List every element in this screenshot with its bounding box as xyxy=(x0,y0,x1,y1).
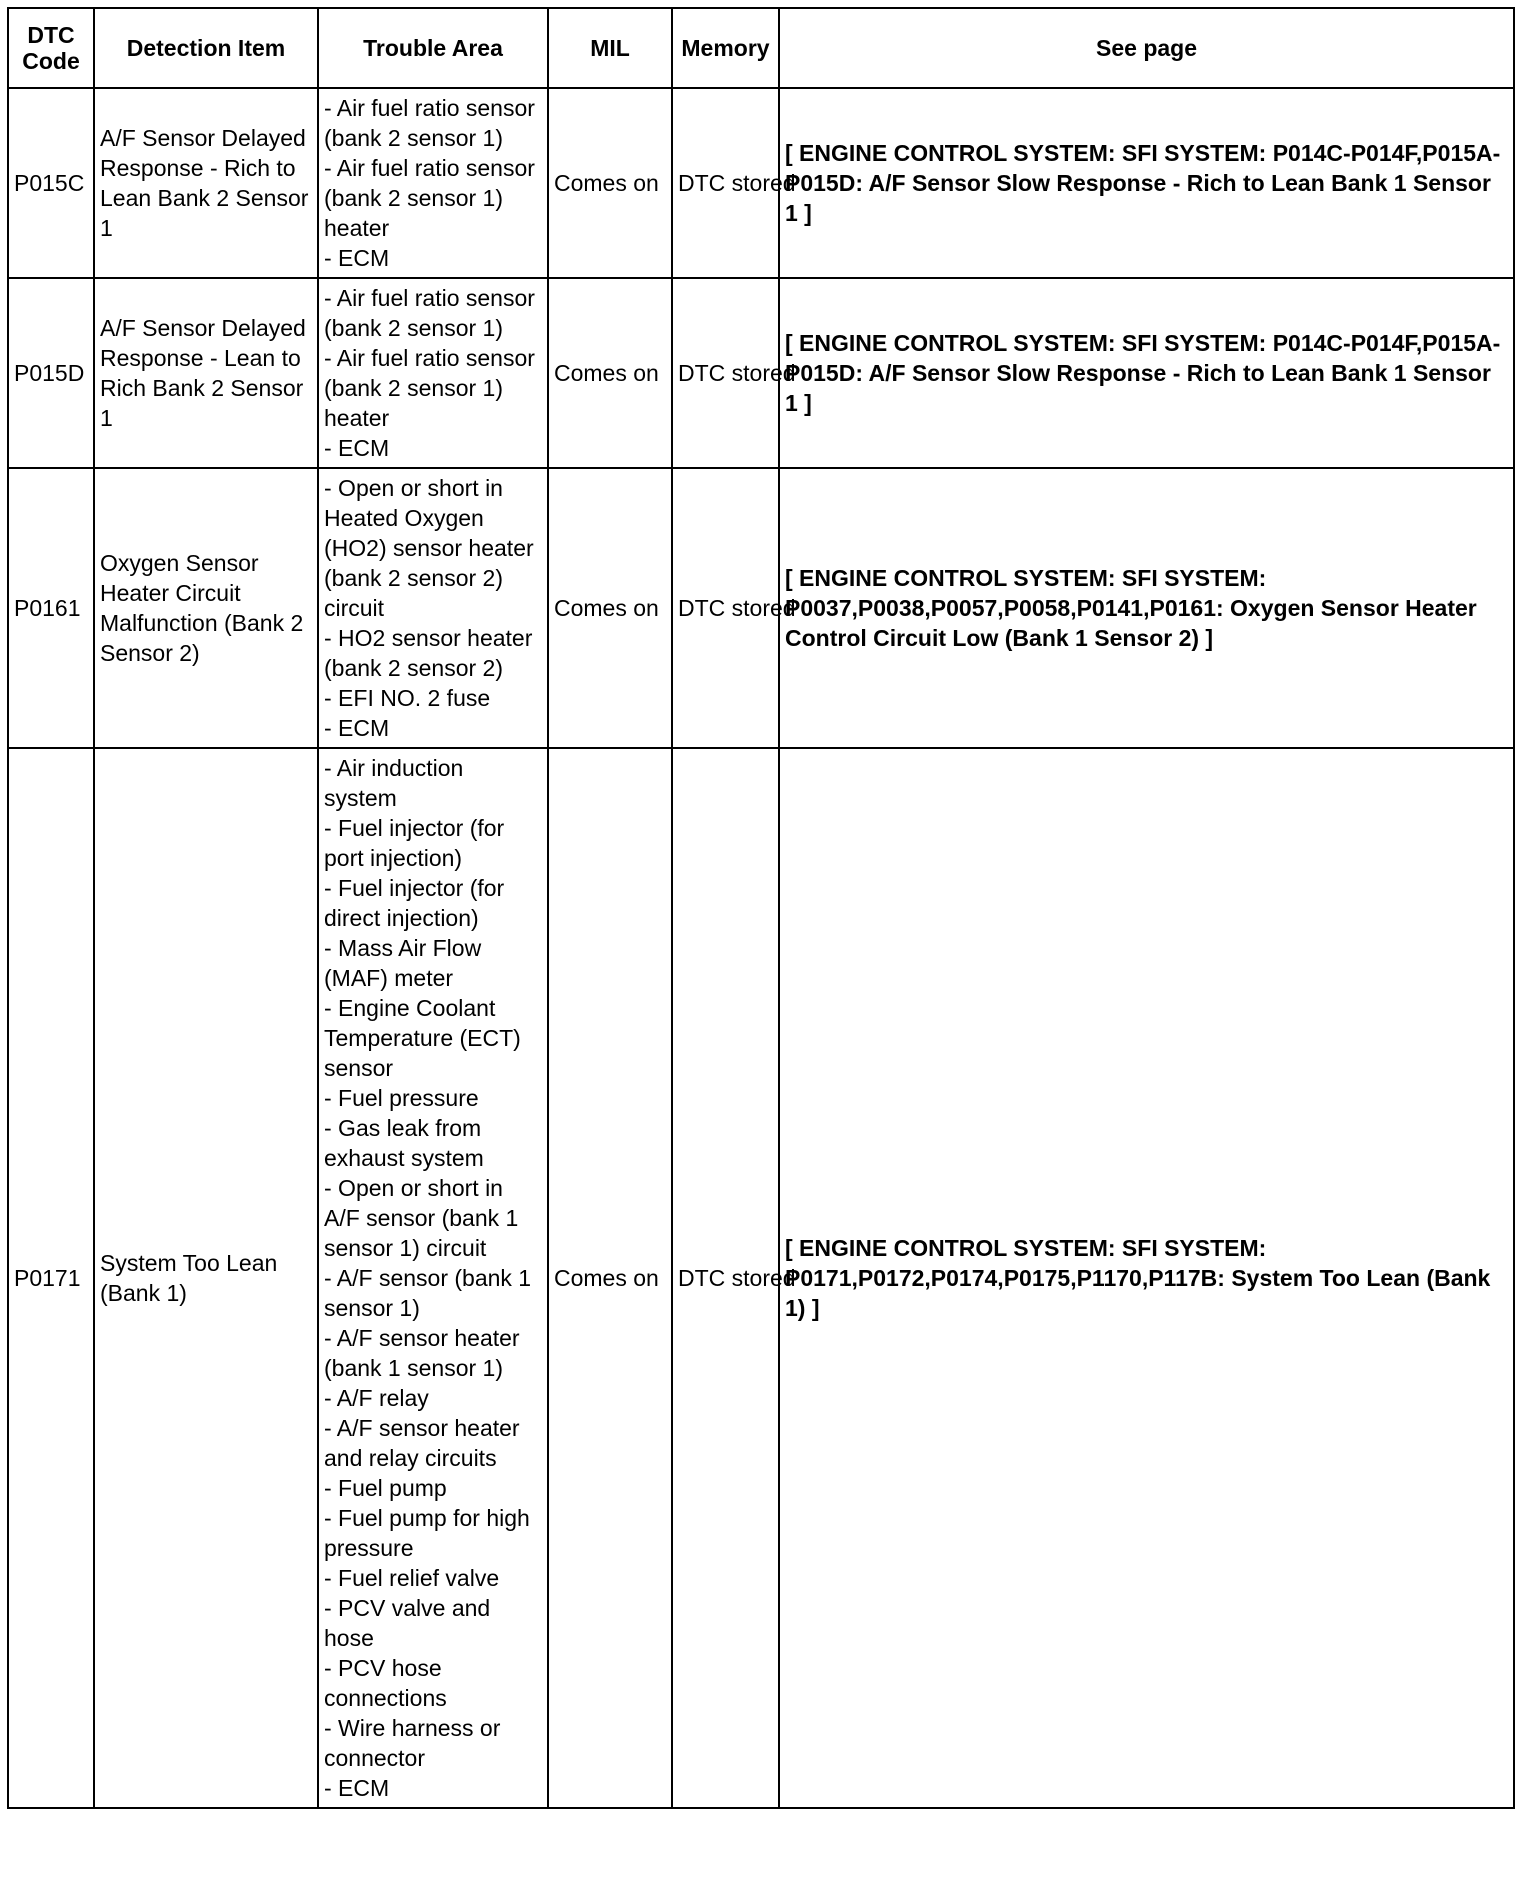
memory-cell: DTC stored xyxy=(672,88,779,278)
table-row xyxy=(8,278,1514,468)
dtc-code-cell: P0171 xyxy=(8,748,94,1808)
trouble-area-item: - A/F relay xyxy=(324,1385,429,1411)
detection-item-cell: A/F Sensor Delayed Response - Lean to Rich Bank 2 Sensor 1 xyxy=(94,278,318,468)
trouble-area-item: - Fuel relief valve xyxy=(324,1565,500,1591)
see-page-reference: [ ENGINE CONTROL SYSTEM: SFI SYSTEM: P014C-P014F,P015A-P015D: A/F Sensor Slow Response - Rich to Lean Bank 1 Sensor 1 ] xyxy=(779,278,1514,468)
trouble-area-cell xyxy=(318,748,548,1808)
trouble-area-item: - Fuel pump xyxy=(324,1475,447,1501)
table-row xyxy=(8,88,1514,278)
trouble-area-item: - HO2 sensor heater (bank 2 sensor 2) xyxy=(324,625,533,681)
trouble-area-item: - Wire harness or connector xyxy=(324,1715,501,1771)
memory-cell: DTC stored xyxy=(672,278,779,468)
trouble-area-item: - A/F sensor (bank 1 sensor 1) xyxy=(324,1265,532,1321)
trouble-area-item: - Air fuel ratio sensor (bank 2 sensor 1) xyxy=(324,285,535,341)
see-page-reference: [ ENGINE CONTROL SYSTEM: SFI SYSTEM: P0037,P0038,P0057,P0058,P0141,P0161: Oxygen Sensor Heater Control Circuit Low (Bank 1 Sensor 2) ] xyxy=(779,468,1514,748)
memory-cell: DTC stored xyxy=(672,468,779,748)
trouble-area-item: - ECM xyxy=(324,245,390,271)
trouble-area-item: - Fuel injector (for port injection) xyxy=(324,815,505,871)
trouble-area-item: - Gas leak from exhaust system xyxy=(324,1115,484,1171)
trouble-area-item: - Air fuel ratio sensor (bank 2 sensor 1) heater xyxy=(324,155,535,241)
detection-item-cell: Oxygen Sensor Heater Circuit Malfunction (Bank 2 Sensor 2) xyxy=(94,468,318,748)
trouble-area-item: - EFI NO. 2 fuse xyxy=(324,685,491,711)
trouble-area-cell xyxy=(318,88,548,278)
header-mil: MIL xyxy=(548,8,672,88)
dtc-code-cell: P015D xyxy=(8,278,94,468)
trouble-area-item: - Open or short in Heated Oxygen (HO2) sensor heater (bank 2 sensor 2) circuit xyxy=(324,475,534,621)
trouble-area-item: - PCV valve and hose xyxy=(324,1595,491,1651)
trouble-area-item: - Air fuel ratio sensor (bank 2 sensor 1) xyxy=(324,95,535,151)
header-memory: Memory xyxy=(672,8,779,88)
trouble-area-item: - Fuel pressure xyxy=(324,1085,479,1111)
trouble-area-item: - ECM xyxy=(324,715,390,741)
mil-cell: Comes on xyxy=(548,88,672,278)
trouble-area-item: - Fuel injector (for direct injection) xyxy=(324,875,505,931)
trouble-area-item: - ECM xyxy=(324,435,390,461)
trouble-area-item: - A/F sensor heater (bank 1 sensor 1) xyxy=(324,1325,520,1381)
dtc-table xyxy=(7,7,1515,1809)
dtc-code-cell: P015C xyxy=(8,88,94,278)
see-page-reference: [ ENGINE CONTROL SYSTEM: SFI SYSTEM: P0171,P0172,P0174,P0175,P1170,P117B: System Too Lean (Bank 1) ] xyxy=(779,748,1514,1808)
header-dtc-code: DTC Code xyxy=(8,8,94,88)
detection-item-cell: A/F Sensor Delayed Response - Rich to Lean Bank 2 Sensor 1 xyxy=(94,88,318,278)
mil-cell: Comes on xyxy=(548,278,672,468)
trouble-area-item: - Air induction system xyxy=(324,755,464,811)
trouble-area-item: - Mass Air Flow (MAF) meter xyxy=(324,935,482,991)
trouble-area-item: - Open or short in A/F sensor (bank 1 sensor 1) circuit xyxy=(324,1175,519,1261)
header-detection-item: Detection Item xyxy=(94,8,318,88)
dtc-code-cell: P0161 xyxy=(8,468,94,748)
trouble-area-item: - Air fuel ratio sensor (bank 2 sensor 1) heater xyxy=(324,345,535,431)
trouble-area-item: - Fuel pump for high pressure xyxy=(324,1505,530,1561)
mil-cell: Comes on xyxy=(548,468,672,748)
trouble-area-item: - Engine Coolant Temperature (ECT) sensor xyxy=(324,995,521,1081)
trouble-area-cell xyxy=(318,278,548,468)
table-row xyxy=(8,468,1514,748)
mil-cell: Comes on xyxy=(548,748,672,1808)
table-row xyxy=(8,748,1514,1808)
see-page-reference: [ ENGINE CONTROL SYSTEM: SFI SYSTEM: P014C-P014F,P015A-P015D: A/F Sensor Slow Response - Rich to Lean Bank 1 Sensor 1 ] xyxy=(779,88,1514,278)
trouble-area-cell xyxy=(318,468,548,748)
memory-cell: DTC stored xyxy=(672,748,779,1808)
header-see-page: See page xyxy=(779,8,1514,88)
trouble-area-item: - A/F sensor heater and relay circuits xyxy=(324,1415,520,1471)
trouble-area-item: - ECM xyxy=(324,1775,390,1801)
trouble-area-item: - PCV hose connections xyxy=(324,1655,447,1711)
header-trouble-area: Trouble Area xyxy=(318,8,548,88)
header-row xyxy=(8,8,1514,88)
detection-item-cell: System Too Lean (Bank 1) xyxy=(94,748,318,1808)
